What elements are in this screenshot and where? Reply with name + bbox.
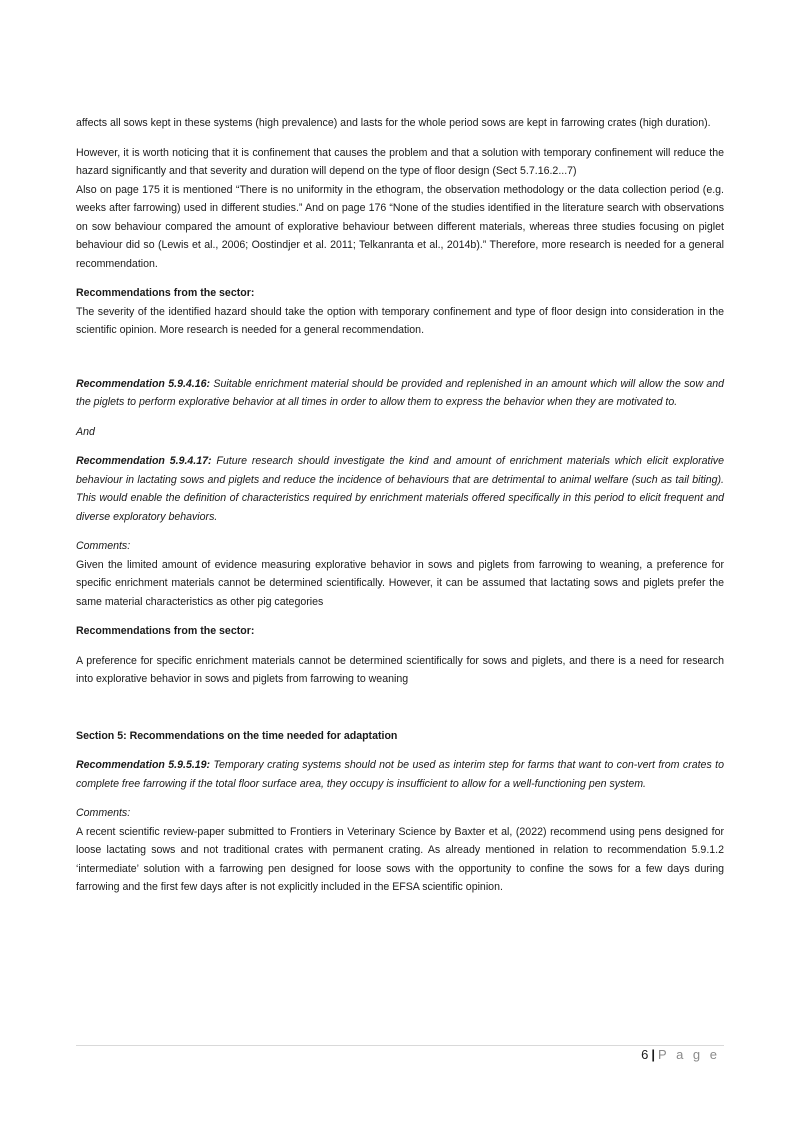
comments-label: Comments: [76, 540, 131, 552]
footer-separator: | [651, 1047, 656, 1062]
recommendation-label: Recommendation 5.9.4.17: [76, 455, 212, 467]
paragraph: Given the limited amount of evidence measuring explorative behavior in sows and piglets from farrowing to weaning, a preference for specific enrichment materials cannot be determined scientifically. However, it can be assumed that lactating sows and piglets prefer the same material characteristics as other pig categories [76, 558, 724, 608]
page-number: 6 [641, 1047, 649, 1062]
recommendation-text: Future research should investigate the kind and amount of enrichment materials which elicit explorative behaviour in lactating sows and piglets and reduce the incidence of behaviours that are detrimental to animal welfare (such as tail biting). This would enable the definition of characteristics required by enrichment materials offered specifically in this period to elicit frequent and diverse exploratory behaviors. [76, 455, 724, 523]
recommendation-5-9-4-17 [76, 452, 724, 526]
page-footer [641, 1047, 720, 1062]
paragraph: However, it is worth noticing that it is confinement that causes the problem and that a solution with temporary confinement will reduce the hazard significantly and that severity and duration will depend on the type of floor design (Sect 5.7.16.2...7) [76, 146, 724, 177]
paragraph: A preference for specific enrichment materials cannot be determined scientifically for sows and piglets, and there is a need for research into explorative behavior in sows and piglets from farrowing to weaning [76, 654, 724, 685]
recommendation-5-9-4-16 [76, 375, 724, 412]
recommendation-text: Temporary crating systems should not be used as interim step for farms that want to con-vert from crates to complete free farrowing if the total floor surface area, they occupy is insufficient to allow for a well-functioning pen system. [76, 759, 724, 790]
subheading: Recommendations from the sector: [76, 625, 255, 637]
subheading: Recommendations from the sector: [76, 287, 255, 299]
connector-text: And [76, 425, 95, 438]
paragraph: The severity of the identified hazard should take the option with temporary confinement and type of floor design into consideration in the scientific opinion. More research is needed for a general recommendation. [76, 305, 724, 336]
comments-label: Comments: [76, 807, 131, 819]
recommendation-5-9-5-19 [76, 756, 724, 793]
paragraph: A recent scientific review-paper submitted to Frontiers in Veterinary Science by Baxter et al, (2022) recommend using pens designed for loose lactating sows and not traditional crates with permanent crating. As already mentioned in relation to recommendation 5.9.1.2 ‘intermediate’ solution with a farrowing pen designed for loose sows with the opportunity to confine the sows for a few days during farrowing and the first few days after is not explicitly included in the EFSA scientific opinion. [76, 825, 724, 893]
recommendation-label: Recommendation 5.9.4.16: [76, 377, 211, 390]
document-body [76, 114, 724, 897]
page-label: P a g e [658, 1047, 720, 1062]
footer-divider [76, 1045, 724, 1046]
recommendation-label: Recommendation 5.9.5.19: [76, 759, 211, 771]
recommendation-text: Suitable enrichment material should be provided and replenished in an amount which will allow the sow and the piglets to perform explorative behavior at all times in order to allow them to express the behavior when they are motivated to. [76, 377, 724, 408]
paragraph: Also on page 175 it is mentioned “There is no uniformity in the ethogram, the observation methodology or the data collection period (e.g. weeks after farrowing) used in different studies.” And on page 176 “None of the studies identified in the literature search with observations on sow behaviour compared the amount of explorative behaviour between different materials, whereas three studies focusing on piglet behaviour did so (Lewis et al., 2006; Oostindjer et al. 2011; Telkanranta et al., 2014b).” Therefore, more research is needed for a general recommendation. [76, 183, 724, 270]
paragraph: affects all sows kept in these systems (high prevalence) and lasts for the whole period sows are kept in farrowing crates (high duration). [76, 117, 711, 129]
section-heading: Section 5: Recommendations on the time needed for adaptation [76, 729, 398, 742]
